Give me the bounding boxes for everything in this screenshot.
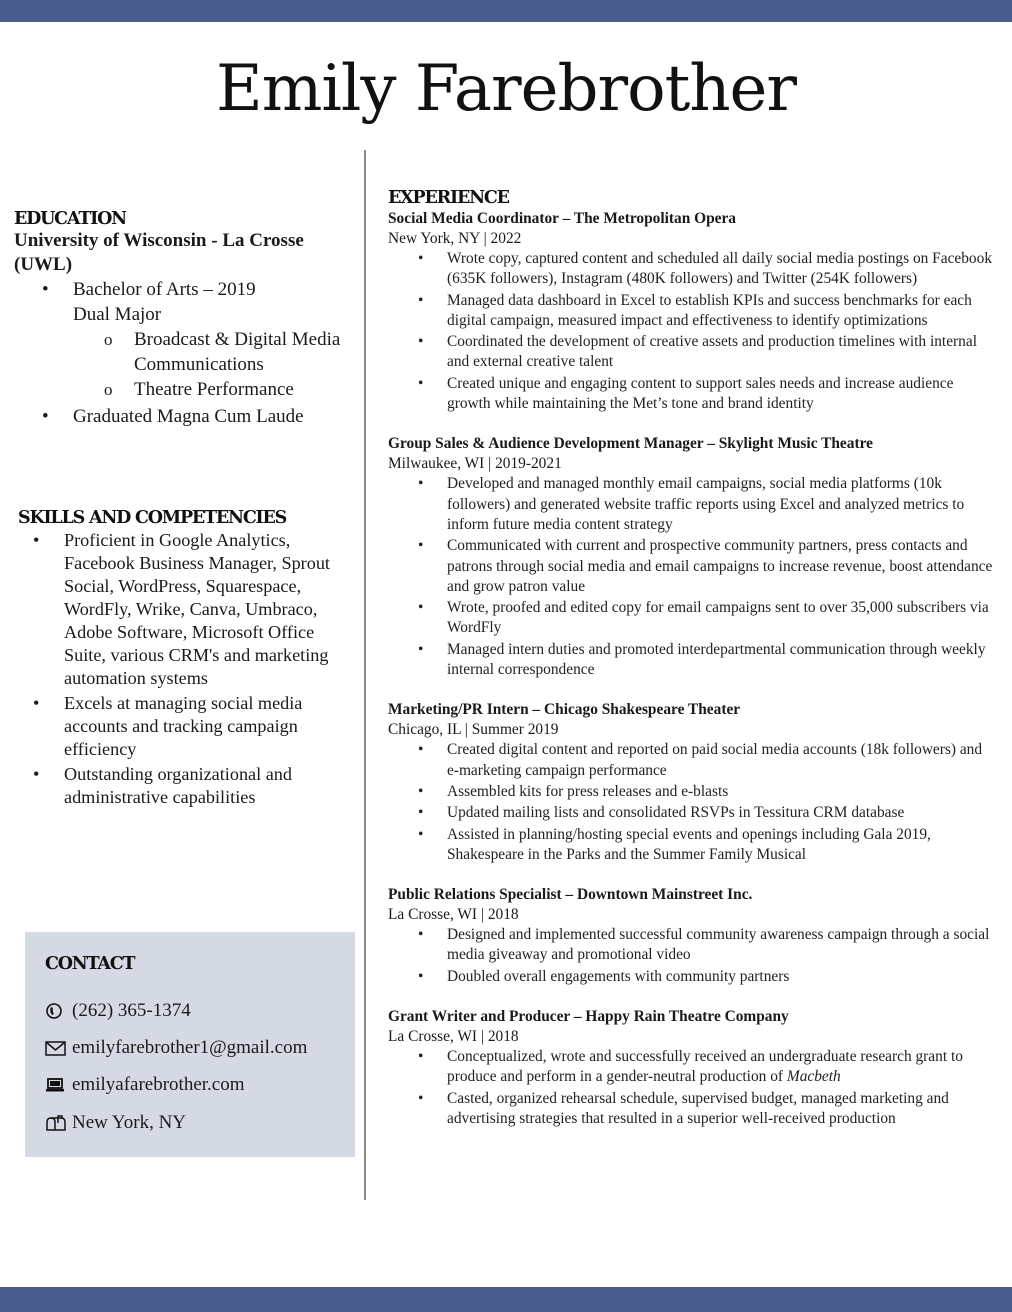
job-bullet xyxy=(388,1047,993,1088)
job-bullet: • Doubled overall engagements with community partners xyxy=(388,967,993,987)
education-list xyxy=(14,277,359,327)
job-bullets xyxy=(388,474,993,680)
skills-heading: SKILLS AND COMPETENCIES xyxy=(18,508,287,528)
job-bullet: • Managed intern duties and promoted interdepartmental communication through weekly internal correspondence xyxy=(388,640,993,681)
job-bullet: • Casted, organized rehearsal schedule, supervised budget, managed marketing and advertising strategies that resulted in a superior well-received production xyxy=(388,1089,993,1130)
job-bullet: • Assisted in planning/hosting special events and openings including Gala 2019, Shakespeare in the Parks and the Summer Family Musical xyxy=(388,825,993,866)
job-entry xyxy=(388,700,993,865)
honor-item: • Graduated Magna Cum Laude xyxy=(14,404,359,429)
job-title: Marketing/PR Intern – Chicago Shakespeare Theater xyxy=(388,701,741,719)
experience-section xyxy=(388,188,993,1149)
location-text: New York, NY xyxy=(72,1112,187,1133)
job-bullet: • Updated mailing lists and consolidated RSVPs in Tessitura CRM database xyxy=(388,803,993,823)
job-bullet: • Wrote copy, captured content and scheduled all daily social media postings on Facebook (635K followers), Instagram (480K followers) and Twitter (254K followers) xyxy=(388,249,993,290)
skills-list xyxy=(0,529,358,809)
experience-heading: EXPERIENCE xyxy=(388,188,509,208)
education-heading: EDUCATION xyxy=(14,209,126,229)
resume-name: Emily Farebrother xyxy=(215,52,797,126)
job-bullet: • Assembled kits for press releases and e-blasts xyxy=(388,782,993,802)
job-title: Public Relations Specialist – Downtown Mainstreet Inc. xyxy=(388,886,753,904)
job-title: Social Media Coordinator – The Metropolitan Opera xyxy=(388,210,736,227)
contact-box xyxy=(25,932,355,1157)
job-bullet: • Wrote, proofed and edited copy for email campaigns sent to over 35,000 subscribers via WordFly xyxy=(388,598,993,639)
column-divider xyxy=(364,150,366,1200)
job-title: Group Sales & Audience Development Manager – Skylight Music Theatre xyxy=(388,435,873,453)
job-bullet: • Created unique and engaging content to support sales needs and increase audience growth while maintaining the Met’s tone and brand identity xyxy=(388,374,993,415)
dual-major: Dual Major xyxy=(73,304,162,325)
skill-item: • Proficient in Google Analytics, Facebook Business Manager, Sprout Social, WordPress, Squarespace, WordFly, Wrike, Canva, Umbraco, Adobe Software, Microsoft Office Suite, various CRM's and marketing automation systems xyxy=(0,529,358,690)
degree-item xyxy=(14,277,359,327)
job-location: Milwaukee, WI | 2019-2021 xyxy=(388,455,562,473)
job-bullet: • Managed data dashboard in Excel to establish KPIs and success benchmarks for each digital campaign, measured impact and effectiveness to identify optimizations xyxy=(388,291,993,332)
contact-heading: CONTACT xyxy=(45,954,135,974)
laptop-icon xyxy=(45,1076,67,1094)
top-accent-bar xyxy=(0,0,1012,22)
skill-item: • Excels at managing social media accounts and tracking campaign efficiency xyxy=(0,692,358,761)
mailbox-icon xyxy=(45,1114,67,1132)
job-location: New York, NY | 2022 xyxy=(388,230,522,247)
contact-website[interactable] xyxy=(45,1074,245,1096)
majors-list xyxy=(73,327,359,402)
job-bullets xyxy=(388,925,993,987)
phone-text: (262) 365-1374 xyxy=(72,1000,191,1021)
job-entry xyxy=(388,209,993,414)
job-bullet-text: Conceptualized, wrote and successfully received an undergraduate research grant to produce and perform in a gender-neutral production of xyxy=(447,1048,963,1086)
job-title: Grant Writer and Producer – Happy Rain Theatre Company xyxy=(388,1008,789,1026)
contact-phone[interactable] xyxy=(45,1000,191,1022)
degree: • Bachelor of Arts – 2019 xyxy=(73,279,256,300)
envelope-icon xyxy=(45,1039,67,1057)
skills-section xyxy=(18,508,358,809)
honors-list xyxy=(14,404,359,429)
contact-email[interactable] xyxy=(45,1037,307,1059)
job-location: La Crosse, WI | 2018 xyxy=(388,906,519,924)
job-bullet: • Created digital content and reported on paid social media accounts (18k followers) and e-marketing campaign performance xyxy=(388,740,993,781)
job-entry xyxy=(388,434,993,680)
job-bullet: • Designed and implemented successful community awareness campaign through a social media giveaway and promotional video xyxy=(388,925,993,966)
job-bullet: • Coordinated the development of creative assets and production timelines with internal and external creative talent xyxy=(388,332,993,373)
job-bullets xyxy=(388,740,993,865)
major-item: o Theatre Performance xyxy=(73,377,359,402)
job-bullet: • Communicated with current and prospective community partners, press contacts and patrons through social media and email campaigns to increase revenue, boost attendance and grow patron value xyxy=(388,536,993,597)
job-bullets xyxy=(388,249,993,414)
job-entry xyxy=(388,1007,993,1129)
phone-icon xyxy=(45,1002,67,1020)
job-bullets xyxy=(388,1047,993,1129)
skill-item: • Outstanding organizational and administrative capabilities xyxy=(0,763,358,809)
school-name: University of Wisconsin - La Crosse (UWL) xyxy=(14,230,304,275)
job-entry xyxy=(388,885,993,987)
production-title: Macbeth xyxy=(786,1068,841,1086)
education-section xyxy=(14,209,359,429)
job-location: La Crosse, WI | 2018 xyxy=(388,1028,519,1046)
major-item: o Broadcast & Digital Media Communications xyxy=(73,327,359,377)
email-text: emilyfarebrother1@gmail.com xyxy=(72,1037,308,1058)
bottom-accent-bar xyxy=(0,1287,1012,1312)
job-bullet: • Developed and managed monthly email campaigns, social media platforms (10k followers) and generated website traffic reports using Excel and analyzed metrics to inform future media content strategy xyxy=(388,474,993,535)
job-location: Chicago, IL | Summer 2019 xyxy=(388,721,559,739)
website-text: emilyafarebrother.com xyxy=(72,1074,245,1095)
contact-location xyxy=(45,1112,186,1134)
